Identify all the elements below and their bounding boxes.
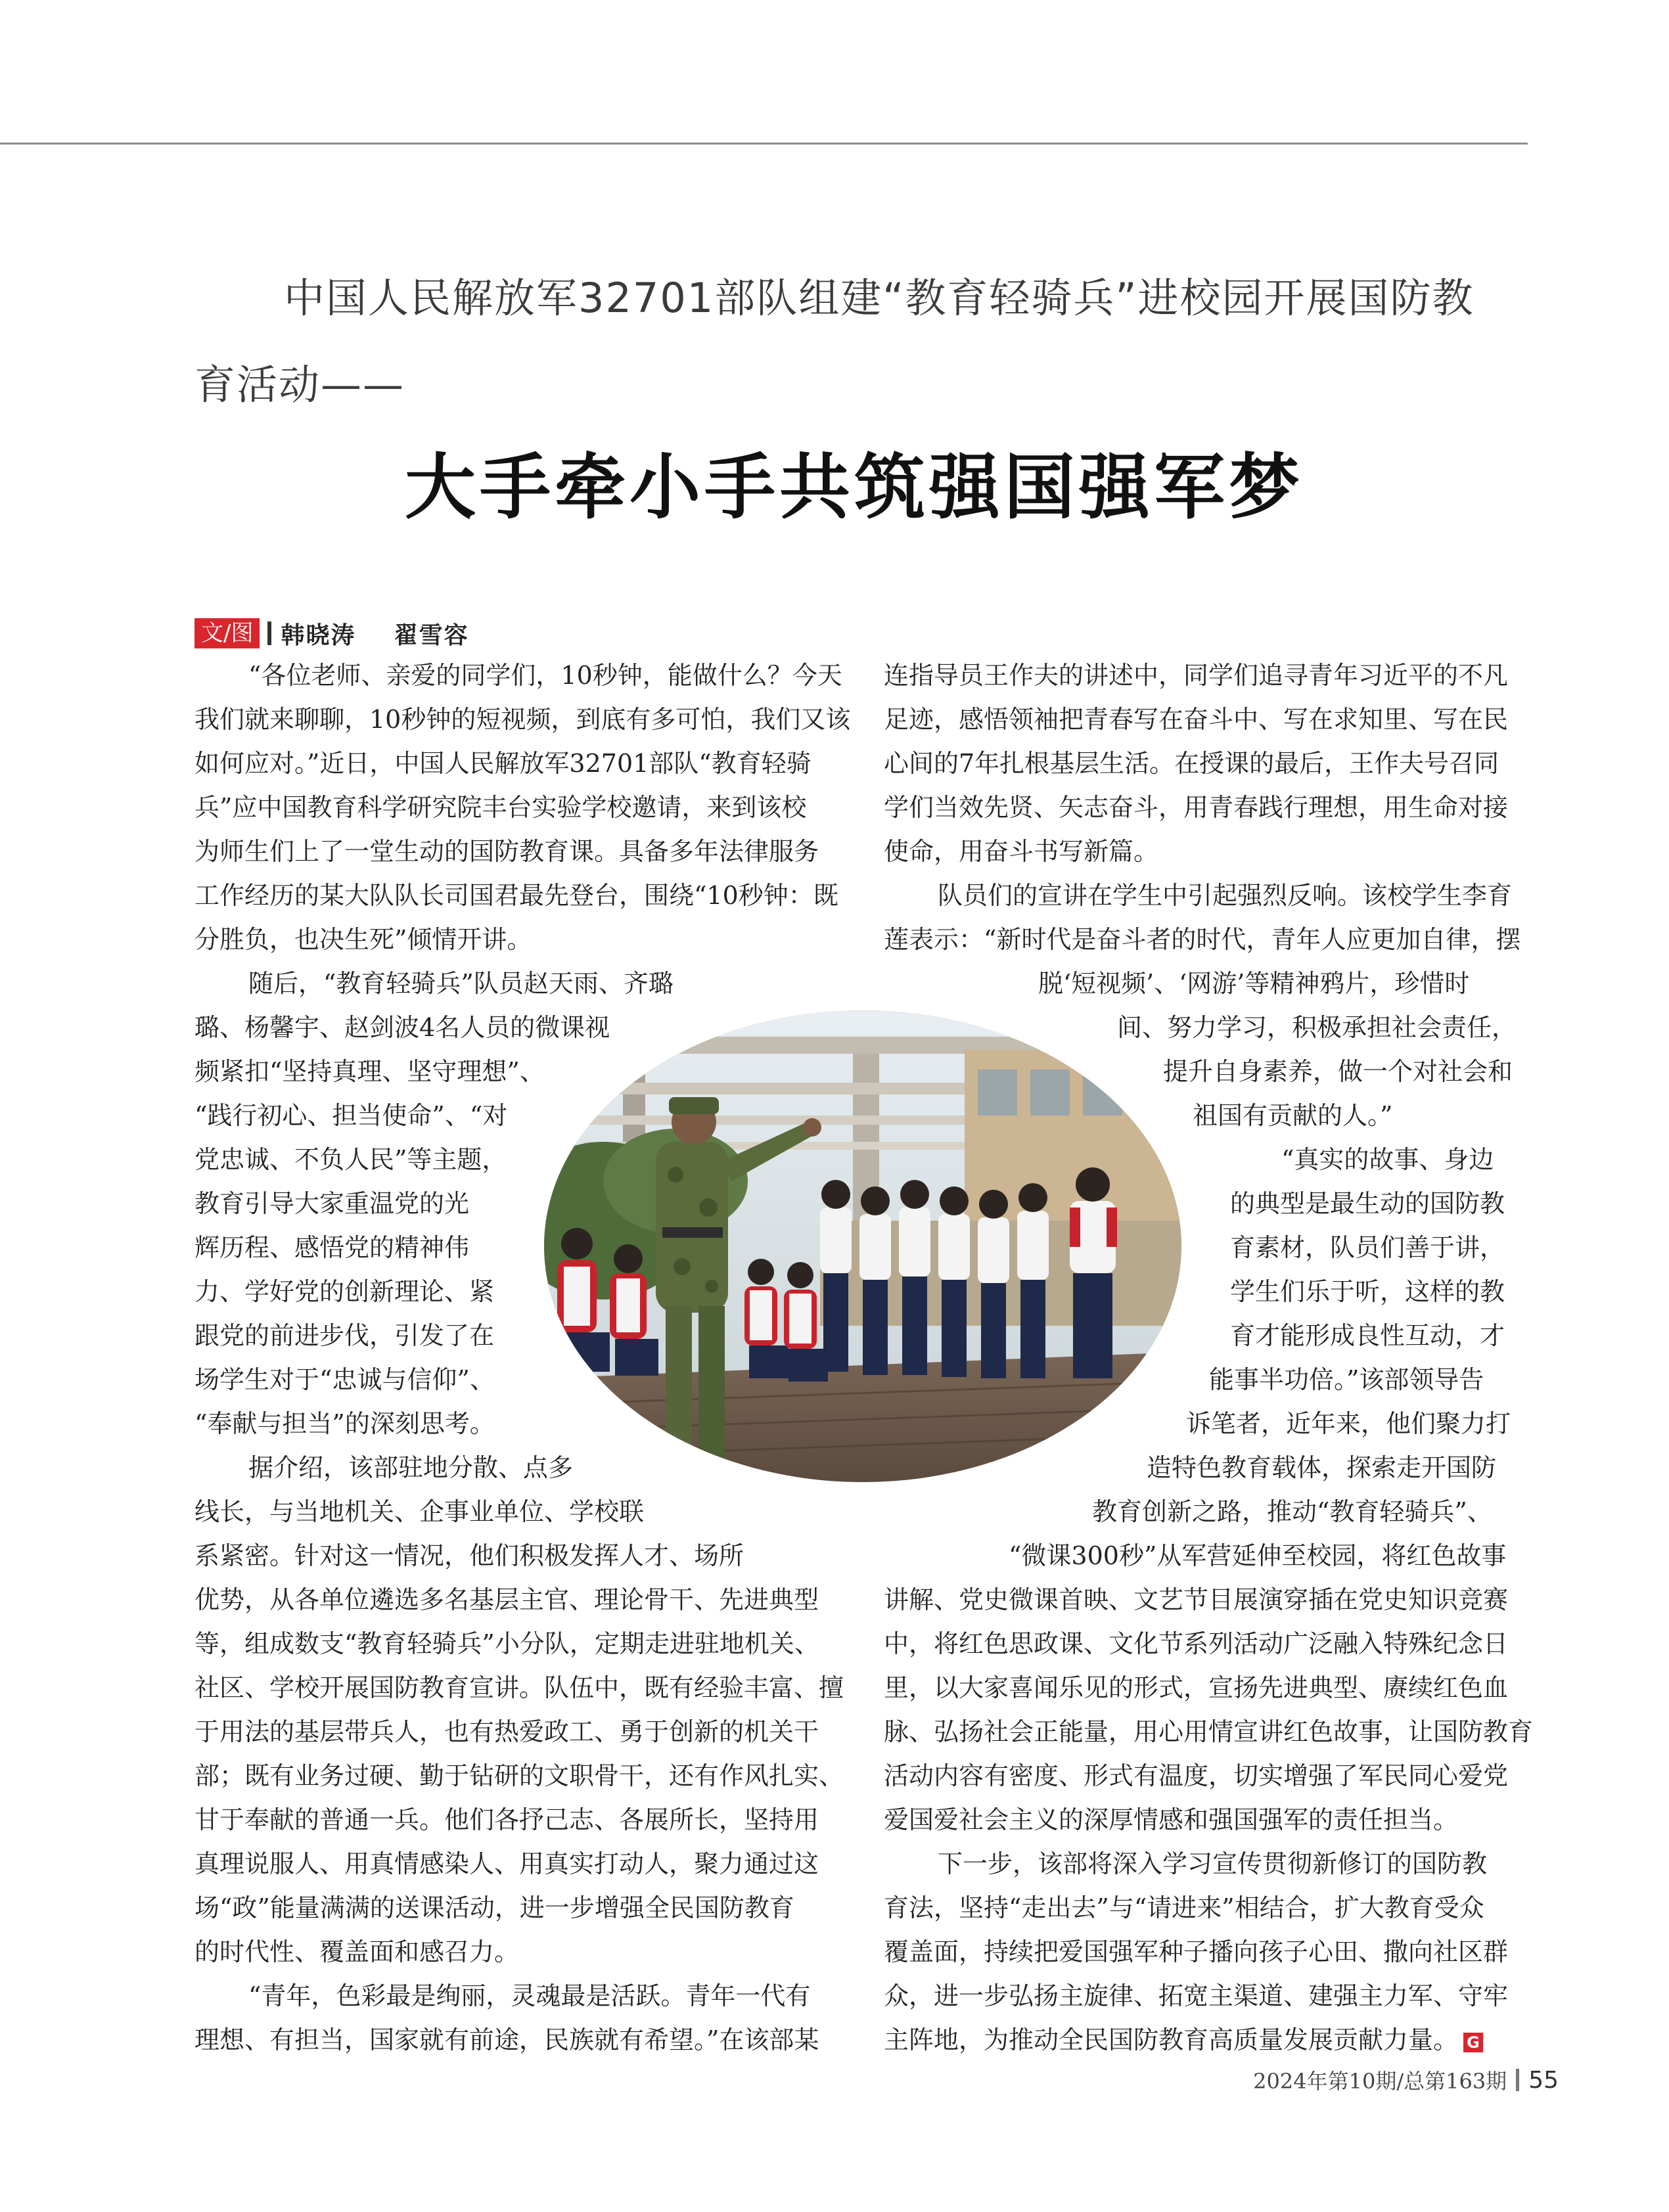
body-line-right-11: 祖国有贡献的人。” <box>1193 1101 1393 1130</box>
page-number: 55 <box>1528 2066 1559 2094</box>
body-line-left-6: 工作经历的某大队队长司国君最先登台，围绕“10秒钟：既 <box>194 881 838 910</box>
body-line-left-2: 我们就来聊聊，10秒钟的短视频，到底有多可怕，我们又该 <box>194 705 851 734</box>
body-line-right-24: 里，以大家喜闻乐见的形式，宣扬先进典型、赓续红色血 <box>884 1673 1509 1702</box>
body-line-right-32-text: 主阵地，为推动全民国防教育高质量发展贡献力量。 <box>884 2025 1459 2054</box>
photo-illustration <box>544 1010 1181 1482</box>
body-line-left-13: 教育引导大家重温党的光 <box>194 1189 470 1218</box>
body-line-right-19: 造特色教育载体，探索走开国防 <box>1147 1453 1497 1482</box>
body-line-left-16: 跟党的前进步伐，引发了在 <box>194 1321 495 1350</box>
header-rule <box>0 143 1528 145</box>
body-line-left-3: 如何应对。”近日，中国人民解放军32701部队“教育轻骑 <box>194 749 812 778</box>
body-line-left-7: 分胜负，也决生死”倾情开讲。 <box>194 925 532 954</box>
article-end-mark: G <box>1463 2033 1483 2052</box>
body-line-right-18: 诉笔者，近年来，他们聚力打 <box>1186 1409 1511 1438</box>
body-line-left-10: 频紧扣“坚持真理、坚守理想”、 <box>194 1057 545 1086</box>
body-line-right-4: 学们当效先贤、矢志奋斗，用青春践行理想，用生命对接 <box>884 793 1509 822</box>
body-line-right-20: 教育创新之路，推动“教育轻骑兵”、 <box>1092 1497 1492 1526</box>
body-line-right-13: 的典型是最生动的国防教 <box>1230 1189 1505 1218</box>
body-line-right-14: 育素材，队员们善于讲， <box>1230 1233 1505 1262</box>
body-line-right-5: 使命，用奋斗书写新篇。 <box>884 837 1159 866</box>
footer-divider <box>1516 2069 1519 2091</box>
article-subtitle: 中国人民解放军32701部队组建“教育轻骑兵”进校园开展国防教育活动—— <box>194 274 1475 409</box>
body-line-left-20: 线长，与当地机关、企事业单位、学校联 <box>194 1497 645 1526</box>
body-line-left-8: 随后，“教育轻骑兵”队员赵天雨、齐璐 <box>248 969 674 998</box>
body-line-left-1: “各位老师、亲爱的同学们，10秒钟，能做什么？今天 <box>248 661 842 690</box>
body-line-left-21: 系紧密。针对这一情况，他们积极发挥人才、场所 <box>194 1541 744 1570</box>
body-line-right-12: “真实的故事、身边 <box>1281 1145 1494 1174</box>
body-line-left-12: 党忠诚、不负人民”等主题， <box>194 1145 507 1174</box>
body-line-right-21: “微课300秒”从军营延伸至校园，将红色故事 <box>1009 1541 1507 1570</box>
body-line-right-25: 脉、弘扬社会正能量，用心用情宣讲红色故事，让国防教育 <box>884 1717 1534 1746</box>
article-photo <box>544 1010 1181 1482</box>
body-line-left-5: 为师生们上了一堂生动的国防教育课。具备多年法律服务 <box>194 837 819 866</box>
body-line-left-31: “青年，色彩最是绚丽，灵魂最是活跃。青年一代有 <box>248 1981 811 2010</box>
body-line-right-27: 爱国爱社会主义的深厚情感和强国强军的责任担当。 <box>884 1805 1459 1834</box>
body-line-right-23: 中，将红色思政课、文化节系列活动广泛融入特殊纪念日 <box>884 1629 1509 1658</box>
byline-authors: 韩晓涛 翟雪容 <box>281 621 469 649</box>
body-line-right-30: 覆盖面，持续把爱国强军种子播向孩子心田、撒向社区群 <box>884 1937 1509 1966</box>
body-line-right-6: 队员们的宣讲在学生中引起强烈反响。该校学生李育 <box>938 881 1513 910</box>
body-line-right-29: 育法，坚持“走出去”与“请进来”相结合，扩大教育受众 <box>884 1893 1484 1922</box>
byline <box>194 618 469 649</box>
body-line-left-22: 优势，从各单位遴选多名基层主官、理论骨干、先进典型 <box>194 1585 819 1614</box>
body-line-right-7: 莲表示：“新时代是奋斗者的时代，青年人应更加自律，摆 <box>884 925 1521 954</box>
body-line-left-17: 场学生对于“忠诚与信仰”、 <box>194 1365 495 1394</box>
body-line-right-3: 心间的7年扎根基层生活。在授课的最后，王作夫号召同 <box>884 749 1499 778</box>
byline-divider <box>267 621 271 645</box>
body-line-left-19: 据介绍，该部驻地分散、点多 <box>248 1453 574 1482</box>
body-line-left-15: 力、学好党的创新理论、紧 <box>194 1277 495 1306</box>
body-line-right-1: 连指导员王作夫的讲述中，同学们追寻青年习近平的不凡 <box>884 661 1509 690</box>
body-line-left-29: 场“政”能量满满的送课活动，进一步增强全民国防教育 <box>194 1893 794 1922</box>
byline-tag: 文/图 <box>194 618 260 648</box>
body-line-left-25: 于用法的基层带兵人，也有热爱政工、勇于创新的机关干 <box>194 1717 819 1746</box>
body-line-left-30: 的时代性、覆盖面和感召力。 <box>194 1937 520 1966</box>
body-line-left-14: 辉历程、感悟党的精神伟 <box>194 1233 470 1262</box>
article-title: 大手牵小手共筑强国强军梦 <box>404 447 1304 529</box>
body-line-left-18: “奉献与担当”的深刻思考。 <box>194 1409 495 1438</box>
body-line-left-23: 等，组成数支“教育轻骑兵”小分队，定期走进驻地机关、 <box>194 1629 819 1658</box>
body-line-right-15: 学生们乐于听，这样的教 <box>1230 1277 1505 1306</box>
body-line-right-17: 能事半功倍。”该部领导告 <box>1209 1365 1484 1394</box>
body-line-left-4: 兵”应中国教育科学研究院丰台实验学校邀请，来到该校 <box>194 793 807 822</box>
body-line-left-26: 部；既有业务过硬、勤于钻研的文职骨干，还有作风扎实、 <box>194 1761 844 1790</box>
body-line-left-28: 真理说服人、用真情感染人、用真实打动人，聚力通过这 <box>194 1849 819 1878</box>
body-line-left-11: “践行初心、担当使命”、“对 <box>194 1101 508 1130</box>
page-footer <box>1253 2065 1559 2095</box>
body-line-right-8: 脱‘短视频’、‘网游’等精神鸦片，珍惜时 <box>1038 969 1470 998</box>
body-line-right-9: 间、努力学习，积极承担社会责任， <box>1117 1013 1517 1042</box>
body-line-right-16: 育才能形成良性互动，才 <box>1230 1321 1505 1350</box>
body-line-left-24: 社区、学校开展国防教育宣讲。队伍中，既有经验丰富、擅 <box>194 1673 844 1702</box>
body-line-right-10: 提升自身素养，做一个对社会和 <box>1163 1057 1513 1086</box>
body-line-right-26: 活动内容有密度、形式有温度，切实增强了军民同心爱党 <box>884 1761 1509 1790</box>
issue-info: 2024年第10期/总第163期 <box>1253 2069 1507 2094</box>
body-line-right-2: 足迹，感悟领袖把青春写在奋斗中、写在求知里、写在民 <box>884 705 1509 734</box>
body-line-left-32: 理想、有担当，国家就有前途，民族就有希望。”在该部某 <box>194 2025 819 2054</box>
body-line-right-28: 下一步，该部将深入学习宣传贯彻新修订的国防教 <box>938 1849 1488 1878</box>
body-line-right-32 <box>884 2024 1483 2056</box>
body-line-right-22: 讲解、党史微课首映、文艺节目展演穿插在党史知识竞赛 <box>884 1585 1509 1614</box>
body-line-left-9: 璐、杨馨宇、赵剑波4名人员的微课视 <box>194 1013 610 1042</box>
body-line-right-31: 众，进一步弘扬主旋律、拓宽主渠道、建强主力军、守牢 <box>884 1981 1509 2010</box>
body-line-left-27: 甘于奉献的普通一兵。他们各抒己志、各展所长，坚持用 <box>194 1805 819 1834</box>
